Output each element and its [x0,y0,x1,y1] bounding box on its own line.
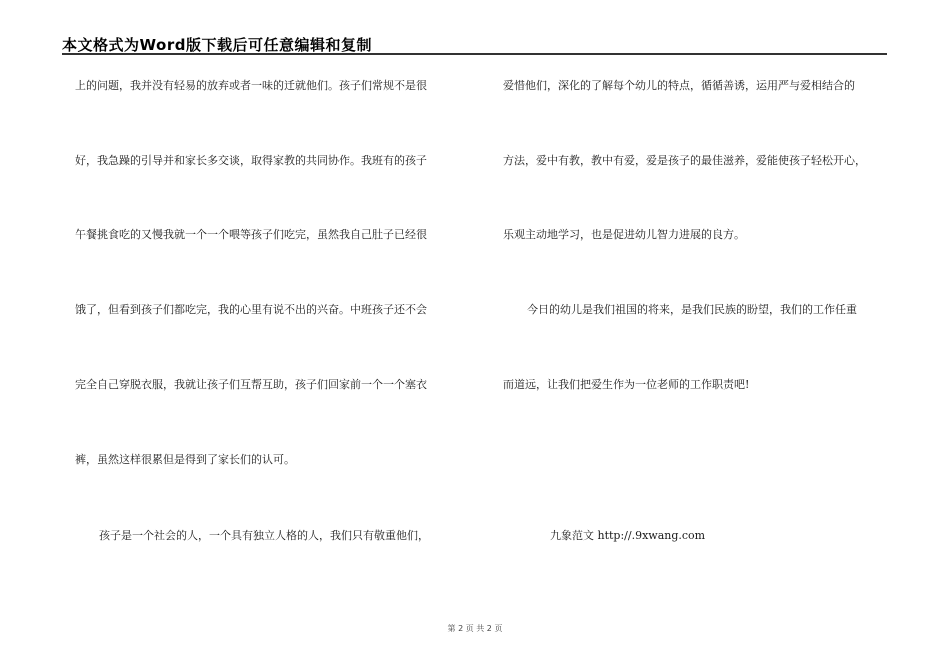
source-attribution: 九象范文 http://.9xwang.com [550,529,706,542]
paragraph-line: 乐观主动地学习，也是促进幼儿智力进展的良方。 [503,228,745,241]
paragraph-line: 午餐挑食吃的又慢我就一个一个喂等孩子们吃完，虽然我自己肚子已经很 [75,228,427,241]
paragraph-line: 爱惜他们，深化的了解每个幼儿的特点，循循善诱，运用严与爱相结合的 [503,79,855,92]
paragraph-line: 裤，虽然这样很累但是得到了家长们的认可。 [75,453,295,466]
paragraph-line: 上的问题，我并没有轻易的放弃或者一味的迁就他们。孩子们常规不是很 [75,79,427,92]
paragraph-line: 方法，爱中有教，教中有爱，爱是孩子的最佳滋养，爱能使孩子轻松开心， [503,154,866,167]
paragraph-line: 完全自己穿脱衣服，我就让孩子们互帮互助，孩子们回家前一个一个塞衣 [75,378,427,391]
page-number: 第 2 页 共 2 页 [447,624,503,633]
document-header-title: 本文格式为Word版下载后可任意编辑和复制 [62,36,372,54]
paragraph-line: 饿了，但看到孩子们都吃完，我的心里有说不出的兴奋。中班孩子还不会 [75,303,427,316]
paragraph-line: 好，我急躁的引导并和家长多交谈，取得家教的共同协作。我班有的孩子 [75,154,427,167]
paragraph-line: 而道远，让我们把爱生作为一位老师的工作职责吧! [503,378,750,391]
paragraph-line: 今日的幼儿是我们祖国的将来，是我们民族的盼望，我们的工作任重 [527,303,857,316]
paragraph-line: 孩子是一个社会的人，一个具有独立人格的人，我们只有敬重他们， [99,529,429,542]
header-divider [62,53,887,55]
